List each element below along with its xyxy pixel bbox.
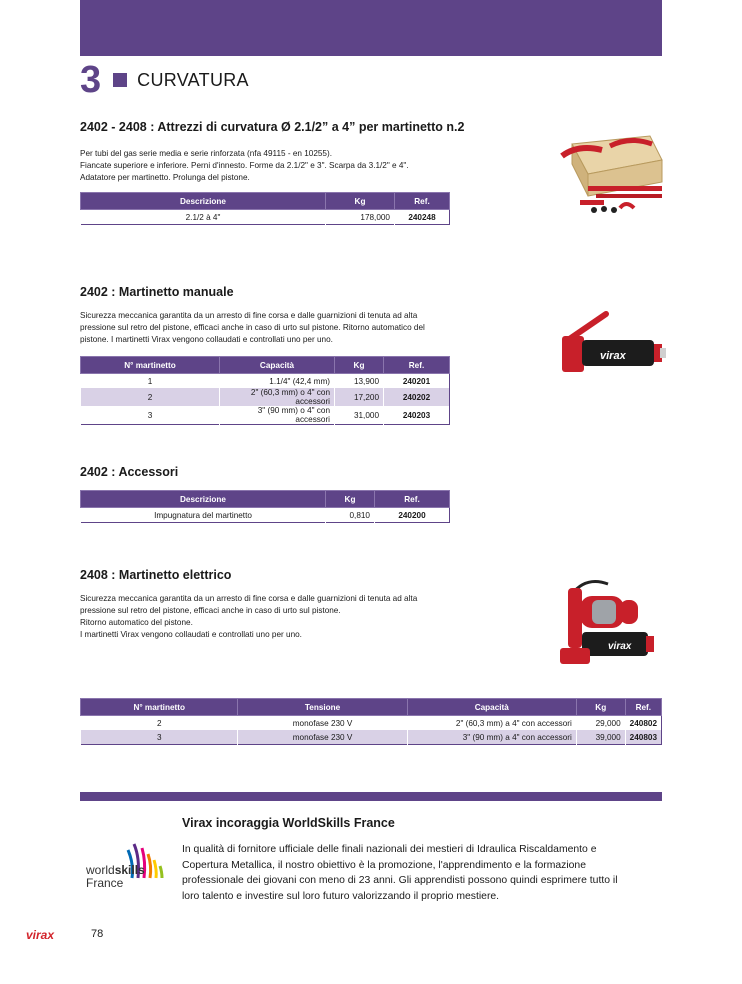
table-header-row bbox=[81, 357, 450, 374]
cell: 240200 bbox=[375, 508, 450, 523]
worldskills-title: Virax incoraggia WorldSkills France bbox=[182, 816, 395, 830]
col-header: Tensione bbox=[238, 699, 407, 716]
col-header: Ref. bbox=[375, 491, 450, 508]
cell: 13,900 bbox=[335, 374, 384, 389]
cell: 240201 bbox=[384, 374, 450, 389]
table-bending-tools bbox=[80, 192, 450, 225]
header-band bbox=[80, 0, 662, 56]
electric-jack-image bbox=[552, 574, 664, 674]
manual-jack-image bbox=[558, 306, 670, 382]
cell: 240203 bbox=[384, 406, 450, 425]
col-header: Kg bbox=[576, 699, 625, 716]
table-header-row bbox=[81, 193, 450, 210]
cell: 240202 bbox=[384, 388, 450, 406]
worldskills-text bbox=[182, 842, 662, 904]
col-header: Ref. bbox=[395, 193, 450, 210]
cell: 2 bbox=[81, 716, 238, 731]
col-header: Ref. bbox=[625, 699, 661, 716]
bending-tools-image bbox=[558, 130, 670, 216]
cell: 0,810 bbox=[326, 508, 375, 523]
chapter-square-icon bbox=[113, 73, 127, 87]
ws-line: Copertura Metallica, il nostro obiettivo è la promozione, l'apprendimento e la formazione bbox=[182, 859, 586, 871]
desc-line: I martinetti Virax vengono collaudati e controllati uno per uno. bbox=[80, 630, 302, 639]
section-desc-manual-jack bbox=[80, 310, 480, 346]
desc-line: Sicurezza meccanica garantita da un arresto di fine corsa e dalle guarnizioni di tenuta ad alta bbox=[80, 594, 418, 603]
page-number: 78 bbox=[91, 928, 104, 940]
cell: 2 bbox=[81, 388, 220, 406]
col-header: Descrizione bbox=[81, 491, 326, 508]
cell: 240802 bbox=[625, 716, 661, 731]
chapter-heading bbox=[80, 60, 249, 100]
table-header-row bbox=[81, 699, 662, 716]
desc-line: Adatatore per martinetto. Prolunga del pistone. bbox=[80, 173, 250, 182]
col-header: Ref. bbox=[384, 357, 450, 374]
cell: 39,000 bbox=[576, 730, 625, 745]
table-row bbox=[81, 730, 662, 745]
cell: 1 bbox=[81, 374, 220, 389]
col-header: N° martinetto bbox=[81, 357, 220, 374]
section-title-manual-jack: 2402 : Martinetto manuale bbox=[80, 285, 234, 299]
table-row bbox=[81, 508, 450, 523]
cell: Impugnatura del martinetto bbox=[81, 508, 326, 523]
desc-line: Ritorno automatico del pistone. bbox=[80, 618, 193, 627]
chapter-title: CURVATURA bbox=[137, 69, 249, 90]
desc-line: pistone. I martinetti Virax vengono collaudati e controllati uno per uno. bbox=[80, 335, 333, 344]
section-divider-band bbox=[80, 792, 662, 801]
cell: 1.1/4" (42,4 mm) bbox=[220, 374, 335, 389]
desc-line: Per tubi del gas serie media e serie rinforzata (nfa 49115 - en 10255). bbox=[80, 149, 332, 158]
desc-line: Fiancate superiore e inferiore. Perni d'innesto. Forme da 2.1/2" e 3". Scarpa da 3.1/2" e 4". bbox=[80, 161, 409, 170]
section-title-accessories: 2402 : Accessori bbox=[80, 465, 179, 479]
col-header: Capacità bbox=[407, 699, 576, 716]
cell: 3 bbox=[81, 406, 220, 425]
ws-word-world: world bbox=[86, 863, 115, 877]
cell: 178,000 bbox=[326, 210, 395, 225]
table-row bbox=[81, 388, 450, 406]
table-row bbox=[81, 716, 662, 731]
table-accessories bbox=[80, 490, 450, 523]
cell: 31,000 bbox=[335, 406, 384, 425]
ws-line: loro talento e investire sul loro futuro valorizzando il proprio mestiere. bbox=[182, 890, 500, 902]
desc-line: Sicurezza meccanica garantita da un arresto di fine corsa e dalle guarnizioni di tenuta ad alta bbox=[80, 311, 418, 320]
table-header-row bbox=[81, 491, 450, 508]
cell: 2" (60,3 mm) a 4" con accessori bbox=[407, 716, 576, 731]
cell: 2.1/2 à 4" bbox=[81, 210, 326, 225]
table-row bbox=[81, 374, 450, 389]
cell: 240803 bbox=[625, 730, 661, 745]
cell: 3" (90 mm) a 4" con accessori bbox=[407, 730, 576, 745]
jack-brand-label: virax bbox=[608, 641, 632, 652]
chapter-number: 3 bbox=[80, 59, 102, 101]
cell: monofase 230 V bbox=[238, 730, 407, 745]
col-header: Kg bbox=[335, 357, 384, 374]
col-header: Capacità bbox=[220, 357, 335, 374]
section-title-bending-tools: 2402 - 2408 : Attrezzi di curvatura Ø 2.1/2” a 4” per martinetto n.2 bbox=[80, 120, 465, 134]
ws-line: In qualità di fornitore ufficiale delle finali nazionali dei mestieri di Idraulica Riscaldamento e bbox=[182, 844, 597, 855]
desc-line: pressione sul retro del pistone, efficaci anche in caso di urto sul pistone. bbox=[80, 606, 341, 615]
col-header: Kg bbox=[326, 193, 395, 210]
cell: 17,200 bbox=[335, 388, 384, 406]
footer-virax-logo: virax bbox=[26, 928, 55, 942]
cell: 3 bbox=[81, 730, 238, 745]
col-header: Descrizione bbox=[81, 193, 326, 210]
worldskills-wordmark bbox=[86, 864, 145, 890]
section-desc-bending-tools bbox=[80, 148, 480, 184]
cell: 240248 bbox=[395, 210, 450, 225]
section-desc-electric-jack bbox=[80, 593, 480, 641]
col-header: N° martinetto bbox=[81, 699, 238, 716]
ws-word-france: France bbox=[86, 876, 124, 890]
cell: monofase 230 V bbox=[238, 716, 407, 731]
desc-line: pressione sul retro del pistone, efficaci anche in caso di urto sul pistone. Ritorno automatico del bbox=[80, 323, 425, 332]
table-electric-jack bbox=[80, 698, 662, 745]
table-manual-jack bbox=[80, 356, 450, 425]
cell: 29,000 bbox=[576, 716, 625, 731]
section-title-electric-jack: 2408 : Martinetto elettrico bbox=[80, 568, 232, 582]
ws-word-skills: skills bbox=[114, 863, 145, 877]
table-row bbox=[81, 406, 450, 425]
col-header: Kg bbox=[326, 491, 375, 508]
cell: 2" (60,3 mm) o 4" con accessori bbox=[220, 388, 335, 406]
cell: 3" (90 mm) o 4" con accessori bbox=[220, 406, 335, 425]
table-row bbox=[81, 210, 450, 225]
jack-brand-label: virax bbox=[600, 350, 626, 362]
ws-line: professionale dei giovani con meno di 23 anni. Gli apprendisti possono quindi esprimere tutto il bbox=[182, 875, 618, 886]
